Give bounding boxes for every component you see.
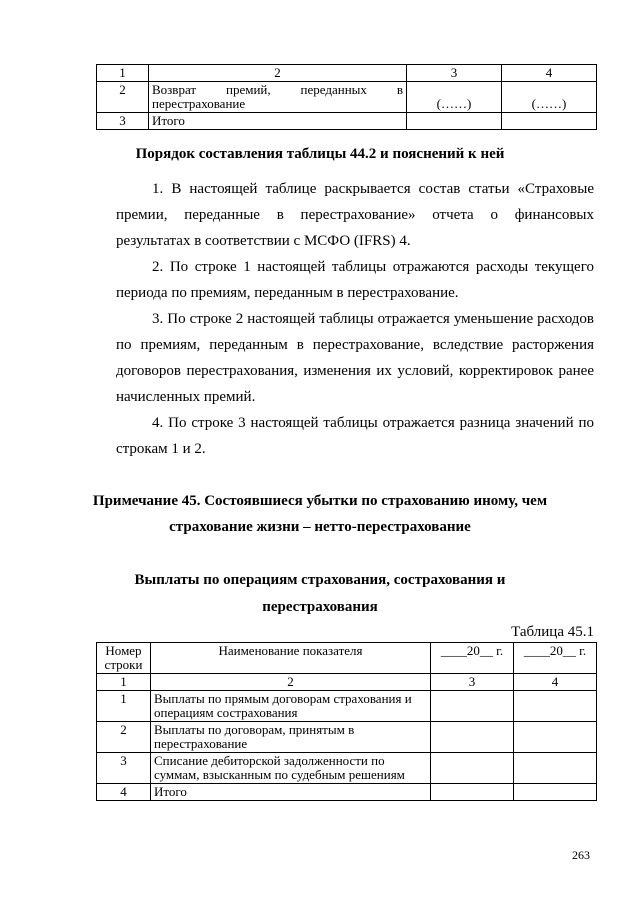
table-cell: 1 [97, 65, 149, 82]
row-name [149, 82, 407, 113]
table-row [97, 82, 597, 113]
row-number: 3 [97, 753, 151, 784]
paragraph: 4. По строке 3 настоящей таблицы отражается разница значений по строкам 1 и 2. [116, 415, 594, 457]
row-value: (……) [502, 82, 597, 113]
paragraph: 3. По строке 2 настоящей таблицы отражается уменьшение расходов по премиям, переданным в перестрахование, вследствие расторжения договоров перестрахования, изменения их условий, корректировок ранее начисленных премий. [116, 311, 594, 405]
row-value [514, 691, 597, 722]
row-value: (……) [407, 82, 502, 113]
table-row [97, 691, 597, 722]
row-value [431, 753, 514, 784]
table-cell: 2 [151, 674, 431, 691]
row-value [514, 784, 597, 801]
row-value [431, 691, 514, 722]
row-value [407, 113, 502, 130]
section-title: Порядок составления таблицы 44.2 и пояснений к ней [135, 146, 505, 162]
page-number: 263 [572, 848, 590, 862]
table-row [97, 784, 597, 801]
row-name-line: перестрахование [152, 96, 246, 111]
table-cell: 3 [431, 674, 514, 691]
row-value [431, 784, 514, 801]
table-row [97, 113, 597, 130]
row-value [514, 722, 597, 753]
row-number: 4 [97, 784, 151, 801]
table-row [97, 722, 597, 753]
table-cell: 2 [149, 65, 407, 82]
table-cell: 4 [502, 65, 597, 82]
row-name: Списание дебиторской задолженности по суммам, взысканным по судебным решениям [151, 753, 431, 784]
row-number: 2 [97, 722, 151, 753]
note-title-line: Примечание 45. Состоявшиеся убытки по страхованию иному, чем [92, 493, 548, 509]
top-table [96, 64, 597, 130]
table-45-1 [96, 642, 597, 801]
table-cell: 4 [514, 674, 597, 691]
table-header-row [97, 643, 597, 674]
row-name: Итого [149, 113, 407, 130]
note-title-line: страхование жизни – нетто-перестрахование [169, 519, 471, 535]
header-cell-period: ____20__ г. [431, 643, 514, 674]
table-caption: Таблица 45.1 [511, 624, 594, 640]
row-number: 2 [97, 82, 149, 113]
header-cell-number [97, 643, 151, 674]
row-name: Выплаты по договорам, принятым в перестрахование [151, 722, 431, 753]
header-cell-period: ____20__ г. [514, 643, 597, 674]
header-text: Номер [105, 643, 142, 658]
header-cell-name: Наименование показателя [151, 643, 431, 674]
table-title-line: перестрахования [262, 599, 378, 615]
row-value [431, 722, 514, 753]
row-name: Выплаты по прямым договорам страхования и операциям сострахования [151, 691, 431, 722]
paragraph: 1. В настоящей таблице раскрывается состав статьи «Страховые премии, переданные в перестрахование» отчета о финансовых результатах в соответствии с МСФО (IFRS) 4. [116, 181, 594, 249]
paragraph: 2. По строке 1 настоящей таблицы отражаются расходы текущего периода по премиям, переданным в перестрахование. [116, 259, 594, 301]
table-cell: 3 [407, 65, 502, 82]
row-number: 3 [97, 113, 149, 130]
row-value [514, 753, 597, 784]
row-name-line: Возврат премий, переданных в [152, 82, 403, 97]
row-value [502, 113, 597, 130]
header-text: строки [104, 657, 143, 672]
table-cell: 1 [97, 674, 151, 691]
row-name: Итого [151, 784, 431, 801]
table-row [97, 753, 597, 784]
table-header-row [97, 65, 597, 82]
table-index-row [97, 674, 597, 691]
row-number: 1 [97, 691, 151, 722]
table-title-line: Выплаты по операциям страхования, сострахования и [134, 572, 506, 588]
